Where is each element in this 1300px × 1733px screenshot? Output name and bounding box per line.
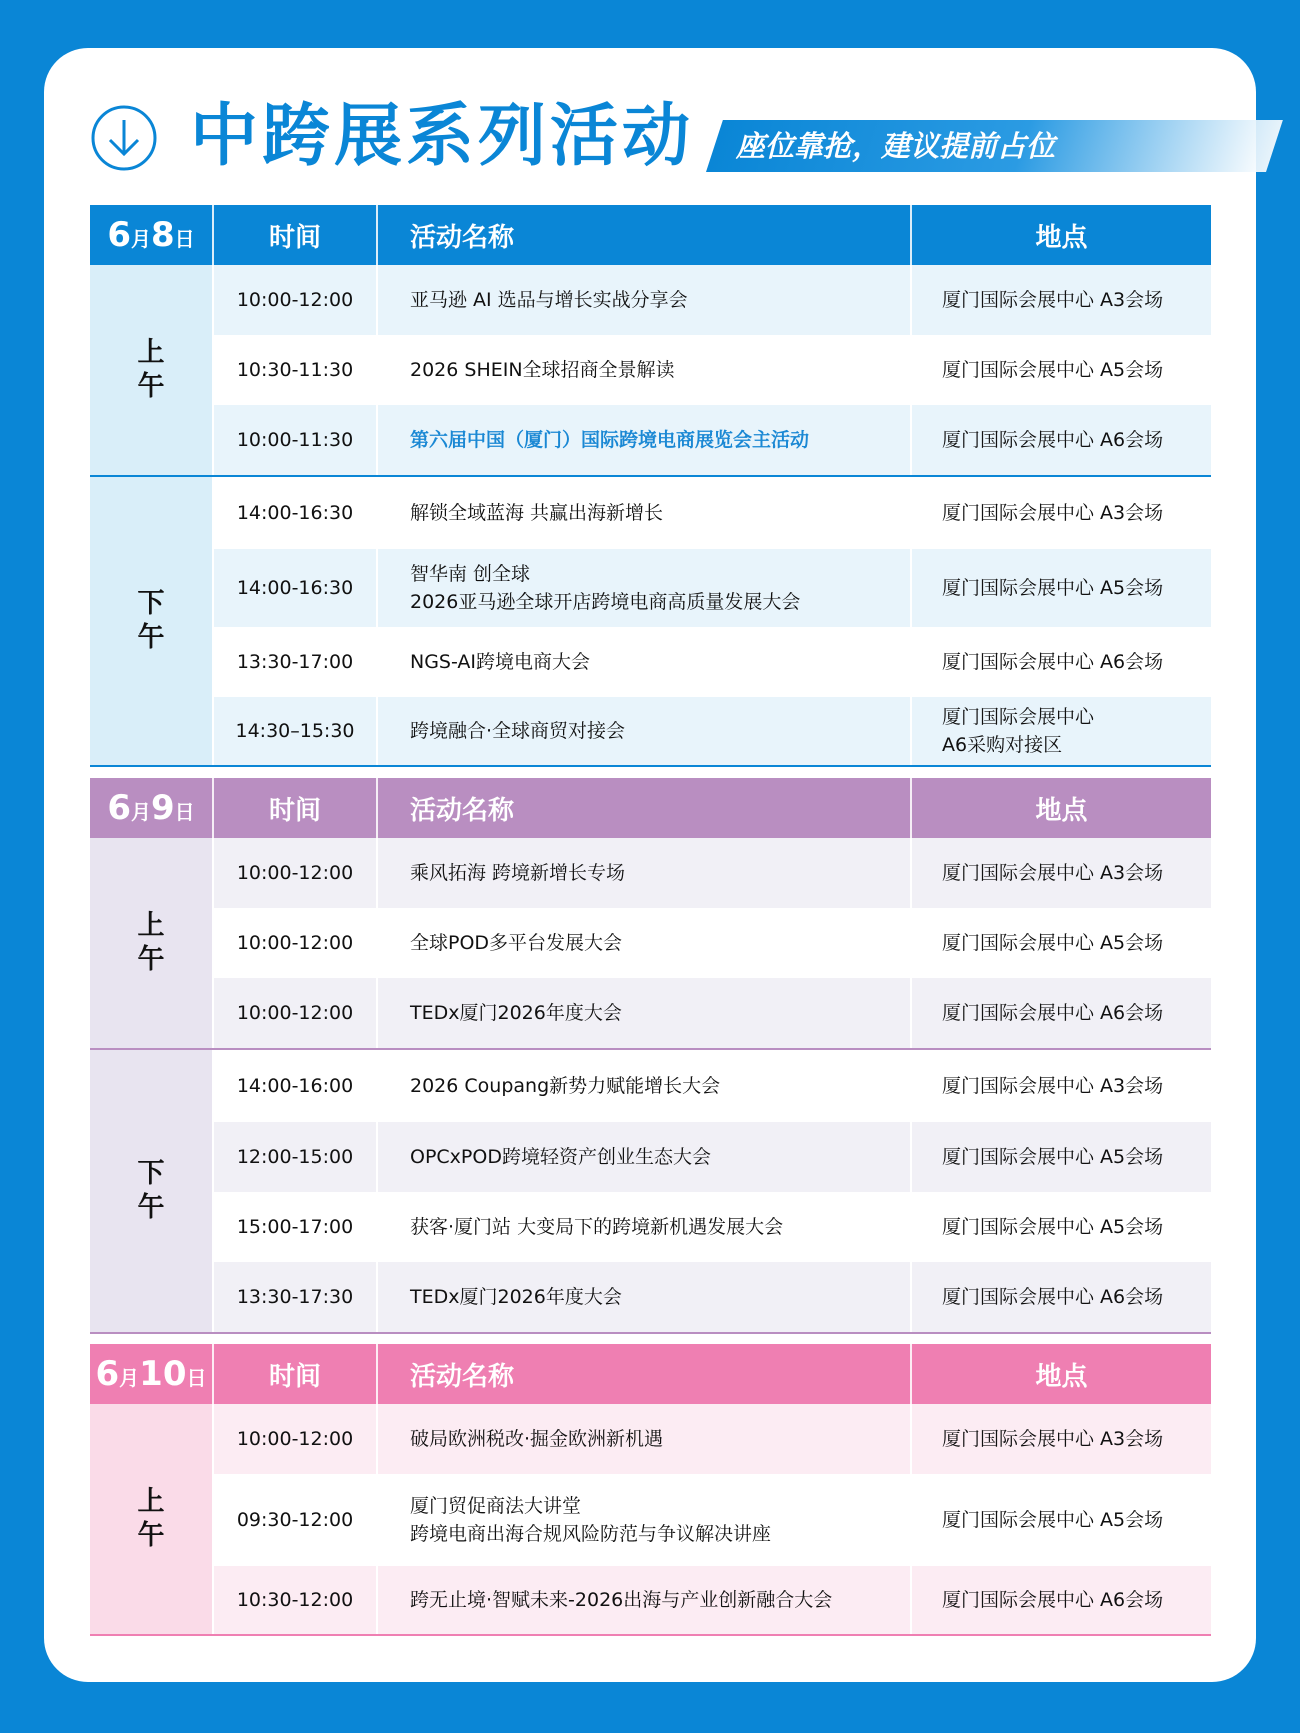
event-location: 厦门国际会展中心 A6会场 bbox=[912, 405, 1211, 475]
table-row bbox=[214, 908, 1211, 978]
period-label: 上 午 bbox=[90, 265, 214, 475]
event-name-highlight: 第六届中国（厦门）国际跨境电商展览会主活动 bbox=[378, 405, 912, 475]
column-header-location: 地点 bbox=[912, 205, 1211, 265]
table-row bbox=[214, 1474, 1211, 1566]
page-header bbox=[44, 48, 1256, 198]
event-location: 厦门国际会展中心 A3会场 bbox=[912, 265, 1211, 335]
event-time: 09:30-12:00 bbox=[214, 1474, 378, 1566]
event-time: 15:00-17:00 bbox=[214, 1192, 378, 1262]
event-name: 解锁全域蓝海 共赢出海新增长 bbox=[378, 477, 912, 549]
event-location: 厦门国际会展中心 A6采购对接区 bbox=[912, 697, 1211, 765]
day-header bbox=[90, 778, 1211, 838]
period-label: 下 午 bbox=[90, 1050, 214, 1332]
event-time: 13:30-17:30 bbox=[214, 1262, 378, 1332]
date-label: 6月9日 bbox=[90, 778, 214, 838]
table-row bbox=[214, 1050, 1211, 1122]
table-row bbox=[214, 549, 1211, 627]
event-location: 厦门国际会展中心 A5会场 bbox=[912, 1122, 1211, 1192]
period-label: 下 午 bbox=[90, 477, 214, 765]
event-location: 厦门国际会展中心 A3会场 bbox=[912, 838, 1211, 908]
event-time: 10:30-11:30 bbox=[214, 335, 378, 405]
event-location: 厦门国际会展中心 A6会场 bbox=[912, 627, 1211, 697]
column-header-name: 活动名称 bbox=[378, 205, 912, 265]
date-label: 6月8日 bbox=[90, 205, 214, 265]
event-time: 10:00-12:00 bbox=[214, 1404, 378, 1474]
period-label: 上 午 bbox=[90, 838, 214, 1048]
slogan-text: 座位靠抢，建议提前占位 bbox=[736, 129, 1056, 163]
event-location: 厦门国际会展中心 A3会场 bbox=[912, 1050, 1211, 1122]
event-location: 厦门国际会展中心 A5会场 bbox=[912, 1192, 1211, 1262]
event-time: 10:00-12:00 bbox=[214, 908, 378, 978]
table-row bbox=[214, 265, 1211, 335]
column-header-location: 地点 bbox=[912, 1344, 1211, 1404]
event-name: 亚马逊 AI 选品与增长实战分享会 bbox=[378, 265, 912, 335]
day-header bbox=[90, 205, 1211, 265]
table-row bbox=[214, 1122, 1211, 1192]
event-location: 厦门国际会展中心 A3会场 bbox=[912, 477, 1211, 549]
event-name: NGS-AI跨境电商大会 bbox=[378, 627, 912, 697]
table-row bbox=[214, 1404, 1211, 1474]
period-group-morning bbox=[90, 1404, 1211, 1636]
table-row bbox=[214, 405, 1211, 475]
event-time: 12:00-15:00 bbox=[214, 1122, 378, 1192]
event-location: 厦门国际会展中心 A6会场 bbox=[912, 1566, 1211, 1634]
event-name: 跨境融合·全球商贸对接会 bbox=[378, 697, 912, 765]
column-header-name: 活动名称 bbox=[378, 778, 912, 838]
event-location: 厦门国际会展中心 A5会场 bbox=[912, 335, 1211, 405]
table-row bbox=[214, 697, 1211, 765]
day-section-jun-9 bbox=[90, 778, 1211, 1334]
down-arrow-circle-icon bbox=[90, 104, 158, 172]
table-row bbox=[214, 335, 1211, 405]
event-name: 跨无止境·智赋未来-2026出海与产业创新融合大会 bbox=[378, 1566, 912, 1634]
table-row bbox=[214, 978, 1211, 1048]
day-section-jun-10 bbox=[90, 1344, 1211, 1636]
event-location: 厦门国际会展中心 A5会场 bbox=[912, 549, 1211, 627]
day-section-jun-8 bbox=[90, 205, 1211, 767]
period-group-afternoon bbox=[90, 477, 1211, 767]
date-label: 6月10日 bbox=[90, 1344, 214, 1404]
event-name: 2026 Coupang新势力赋能增长大会 bbox=[378, 1050, 912, 1122]
column-header-time: 时间 bbox=[214, 205, 378, 265]
event-name: 智华南 创全球 2026亚马逊全球开店跨境电商高质量发展大会 bbox=[378, 549, 912, 627]
event-name: 获客·厦门站 大变局下的跨境新机遇发展大会 bbox=[378, 1192, 912, 1262]
slogan-banner bbox=[706, 120, 1266, 172]
period-label: 上 午 bbox=[90, 1404, 214, 1634]
day-header bbox=[90, 1344, 1211, 1404]
table-row bbox=[214, 1262, 1211, 1332]
event-time: 10:00-12:00 bbox=[214, 838, 378, 908]
event-time: 10:00-11:30 bbox=[214, 405, 378, 475]
event-time: 14:30–15:30 bbox=[214, 697, 378, 765]
event-location: 厦门国际会展中心 A5会场 bbox=[912, 1474, 1211, 1566]
event-time: 10:00-12:00 bbox=[214, 265, 378, 335]
table-row bbox=[214, 1192, 1211, 1262]
table-row bbox=[214, 627, 1211, 697]
event-name: OPCxPOD跨境轻资产创业生态大会 bbox=[378, 1122, 912, 1192]
period-group-afternoon bbox=[90, 1050, 1211, 1334]
table-row bbox=[214, 1566, 1211, 1634]
page-title: 中跨展系列活动 bbox=[190, 97, 695, 176]
event-time: 10:30-12:00 bbox=[214, 1566, 378, 1634]
column-header-location: 地点 bbox=[912, 778, 1211, 838]
period-group-morning bbox=[90, 265, 1211, 477]
table-row bbox=[214, 477, 1211, 549]
column-header-name: 活动名称 bbox=[378, 1344, 912, 1404]
event-name: TEDx厦门2026年度大会 bbox=[378, 978, 912, 1048]
event-time: 14:00-16:00 bbox=[214, 1050, 378, 1122]
event-time: 14:00-16:30 bbox=[214, 477, 378, 549]
event-name: 破局欧洲税改·掘金欧洲新机遇 bbox=[378, 1404, 912, 1474]
event-location: 厦门国际会展中心 A5会场 bbox=[912, 908, 1211, 978]
event-location: 厦门国际会展中心 A6会场 bbox=[912, 1262, 1211, 1332]
event-name: 厦门贸促商法大讲堂 跨境电商出海合规风险防范与争议解决讲座 bbox=[378, 1474, 912, 1566]
event-time: 13:30-17:00 bbox=[214, 627, 378, 697]
event-location: 厦门国际会展中心 A3会场 bbox=[912, 1404, 1211, 1474]
event-time: 14:00-16:30 bbox=[214, 549, 378, 627]
event-time: 10:00-12:00 bbox=[214, 978, 378, 1048]
table-row bbox=[214, 838, 1211, 908]
event-location: 厦门国际会展中心 A6会场 bbox=[912, 978, 1211, 1048]
event-name: 乘风拓海 跨境新增长专场 bbox=[378, 838, 912, 908]
period-group-morning bbox=[90, 838, 1211, 1050]
event-name: 全球POD多平台发展大会 bbox=[378, 908, 912, 978]
event-name: TEDx厦门2026年度大会 bbox=[378, 1262, 912, 1332]
column-header-time: 时间 bbox=[214, 1344, 378, 1404]
event-name: 2026 SHEIN全球招商全景解读 bbox=[378, 335, 912, 405]
column-header-time: 时间 bbox=[214, 778, 378, 838]
